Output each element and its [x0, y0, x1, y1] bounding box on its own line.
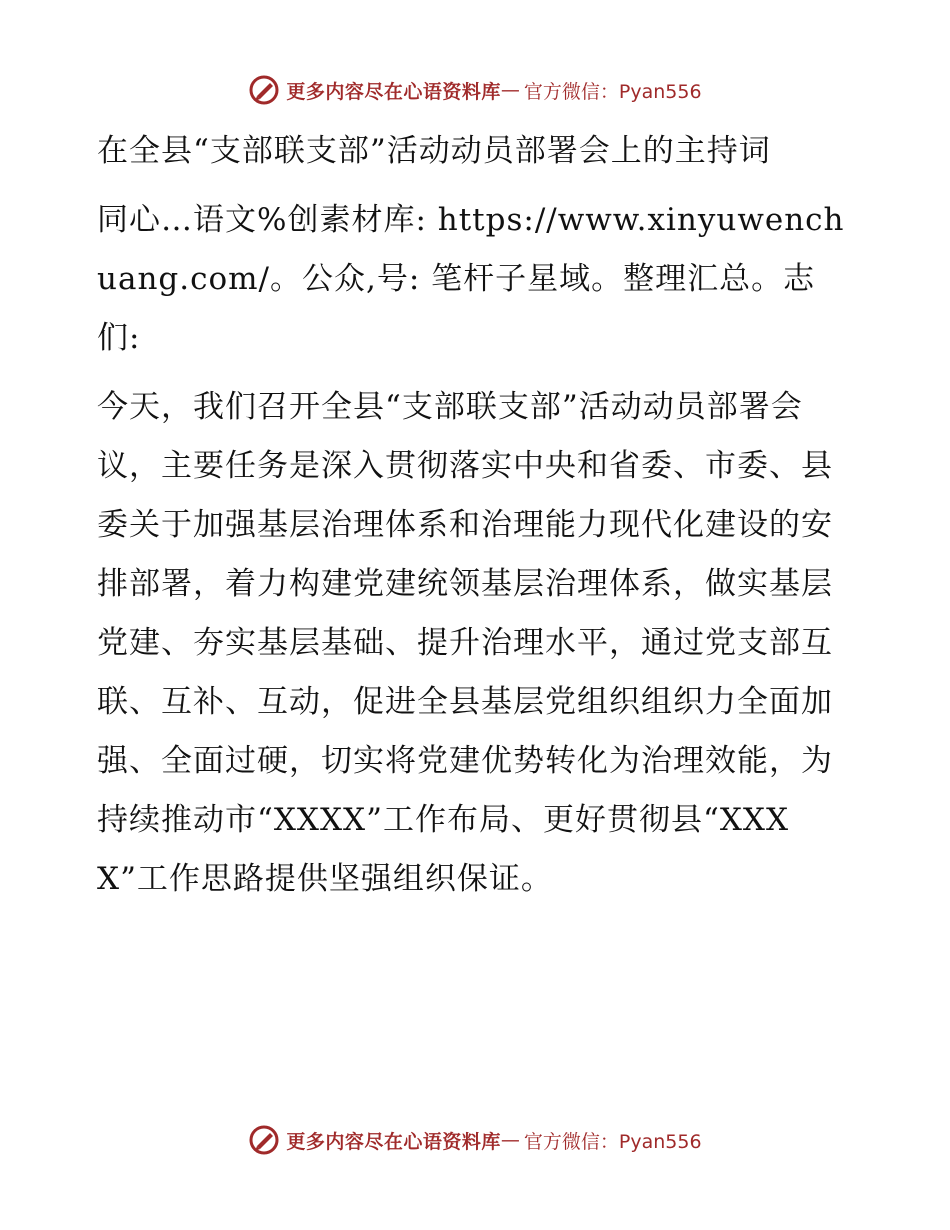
banner-separator: — [500, 1129, 520, 1151]
footer-banner [0, 1120, 950, 1160]
header-banner [0, 70, 950, 110]
banner-title: 更多内容尽在心语资料库 [286, 1130, 501, 1153]
banner-contact: 官方微信：Pyan556 [523, 80, 702, 103]
document-body [97, 122, 857, 909]
document-title: 在全县“支部联支部”活动动员部署会上的主持词 [97, 133, 771, 169]
pen-logo-icon [248, 1124, 280, 1156]
pen-logo-icon [248, 74, 280, 106]
intro-paragraph: 同心…语文%创素材库: https://www.xinyuwenchuang.com/。公众,号: 笔杆子星域。整理汇总。志们: [97, 202, 845, 356]
banner-contact: 官方微信：Pyan556 [523, 1130, 702, 1153]
banner-separator: — [500, 79, 520, 101]
body-paragraph: 今天，我们召开全县“支部联支部”活动动员部署会议，主要任务是深入贯彻落实中央和省委、市委、县委关于加强基层治理体系和治理能力现代化建设的安排部署，着力构建党建统领基层治理体系，做实基层党建、夯实基层基础、提升治理水平，通过党支部互联、互补、互动，促进全县基层党组织组织力全面加强、全面过硬，切实将党建优势转化为治理效能，为持续推动市“XXXX”工作布局、更好贯彻县“XXXX”工作思路提供坚强组织保证。 [97, 389, 833, 897]
banner-title: 更多内容尽在心语资料库 [286, 80, 501, 103]
